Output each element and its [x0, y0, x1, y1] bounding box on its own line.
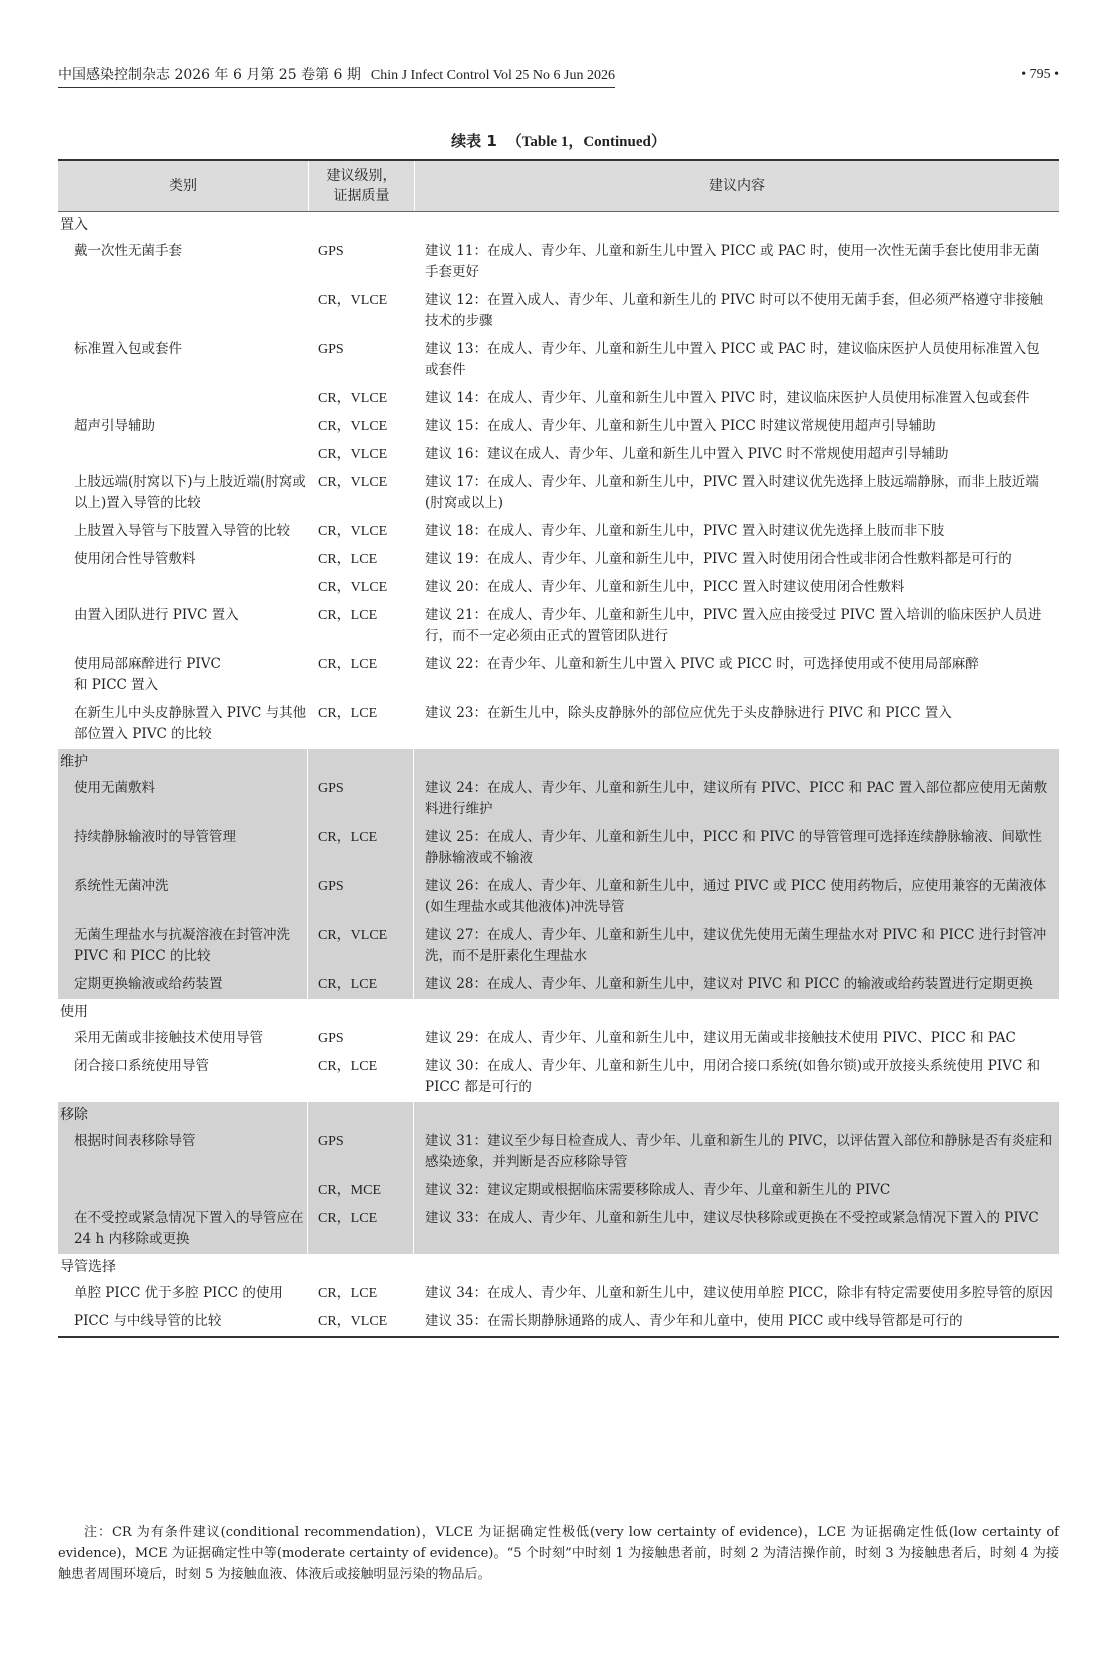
- level-cell: CR，LCE: [318, 830, 378, 845]
- category-cell: 单腔 PICC 优于多腔 PICC 的使用: [74, 1285, 283, 1301]
- level-cell: CR，MCE: [318, 1183, 382, 1198]
- category-cell: [58, 290, 308, 332]
- level-cell: CR，VLCE: [318, 524, 388, 539]
- category-cell: 定期更换输液或给药装置: [74, 976, 223, 992]
- level-cell: CR，LCE: [318, 552, 378, 567]
- journal-title-cn: 中国感染控制杂志 2026 年 6 月第 25 卷第 6 期: [58, 67, 361, 83]
- table-row: [58, 1025, 1059, 1053]
- category-cell: 使用闭合性导管敷料: [74, 551, 196, 567]
- category-cell: 在新生儿中头皮静脉置入 PIVC 与其他部位置入 PIVC 的比较: [74, 705, 307, 742]
- category-cell: 使用局部麻醉进行 PIVC 和 PICC 置入: [74, 656, 221, 693]
- category-cell: 无菌生理盐水与抗凝溶液在封管冲洗 PIVC 和 PICC 的比较: [74, 927, 290, 964]
- section-title: 导管选择: [60, 1259, 116, 1275]
- column-header-category: 类别: [169, 178, 197, 194]
- content-cell: 建议 19：在成人、青少年、儿童和新生儿中，PIVC 置入时使用闭合性或非闭合性敷料都是可行的: [425, 551, 1012, 567]
- category-cell: 系统性无菌冲洗: [74, 878, 169, 894]
- table-footnote: 注：CR 为有条件建议(conditional recommendation)，VLCE 为证据确定性极低(very low certainty of evidence)，LCE 为证据确定性低(low certainty of evidence)，MCE 为证据确定性中等(moderate certainty of evidence)。“5 个时刻”中时刻 1 为接触患者前，时刻 2 为清洁操作前，时刻 3 为接触患者后，时刻 4 为接触患者周围环境后，时刻 5 为接触血液、体液后或接触明显污染的物品后。: [58, 1525, 1059, 1582]
- table-row: [58, 1205, 1059, 1254]
- level-cell: GPS: [318, 1031, 344, 1046]
- content-cell: 建议 31：建议至少每日检查成人、青少年、儿童和新生儿的 PIVC，以评估置入部位和静脉是否有炎症和感染迹象，并判断是否应移除导管: [425, 1133, 1053, 1170]
- recommendation-table: [58, 159, 1059, 1338]
- level-cell: CR，VLCE: [318, 391, 388, 406]
- content-cell: 建议 15：在成人、青少年、儿童和新生儿中置入 PICC 时建议常规使用超声引导辅助: [425, 418, 936, 434]
- content-cell: 建议 30：在成人、青少年、儿童和新生儿中，用闭合接口系统(如鲁尔锁)或开放接头系统使用 PIVC 和 PICC 都是可行的: [425, 1058, 1041, 1095]
- content-cell: 建议 33：在成人、青少年、儿童和新生儿中，建议尽快移除或更换在不受控或紧急情况下置入的 PIVC: [425, 1210, 1039, 1226]
- category-cell: [58, 444, 308, 465]
- level-cell: CR，VLCE: [318, 928, 388, 943]
- content-cell: 建议 35：在需长期静脉通路的成人、青少年和儿童中，使用 PICC 或中线导管都是可行的: [425, 1313, 963, 1329]
- table-section: [58, 749, 1059, 999]
- table-row: [58, 1177, 1059, 1205]
- content-cell: 建议 16：建议在成人、青少年、儿童和新生儿中置入 PIVC 时不常规使用超声引导辅助: [425, 446, 949, 462]
- page-number: • 795 •: [1021, 67, 1059, 82]
- table-row: [58, 971, 1059, 999]
- level-cell: CR，LCE: [318, 977, 378, 992]
- table-row: [58, 336, 1059, 385]
- table-row: [58, 602, 1059, 651]
- content-cell: 建议 14：在成人、青少年、儿童和新生儿中置入 PIVC 时，建议临床医护人员使用标准置入包或套件: [425, 390, 1030, 406]
- table-section: [58, 212, 1059, 749]
- table-row: [58, 922, 1059, 971]
- table-row: [58, 441, 1059, 469]
- category-cell: 闭合接口系统使用导管: [74, 1058, 209, 1074]
- level-cell: GPS: [318, 879, 344, 894]
- level-cell: CR，VLCE: [318, 447, 388, 462]
- caption-en: （Table 1，Continued）: [506, 134, 666, 150]
- table-section: [58, 1102, 1059, 1254]
- level-cell: CR，LCE: [318, 1211, 378, 1226]
- category-cell: 标准置入包或套件: [74, 341, 182, 357]
- level-cell: CR，VLCE: [318, 1314, 388, 1329]
- content-cell: 建议 25：在成人、青少年、儿童和新生儿中，PICC 和 PIVC 的导管管理可选择连续静脉输液、间歇性静脉输液或不输液: [425, 829, 1042, 866]
- table-row: [58, 1308, 1059, 1336]
- category-cell: 持续静脉输液时的导管管理: [74, 829, 236, 845]
- table-body: [58, 212, 1059, 1336]
- category-cell: 上肢置入导管与下肢置入导管的比较: [74, 523, 290, 539]
- level-cell: CR，LCE: [318, 608, 378, 623]
- level-cell: CR，LCE: [318, 1059, 378, 1074]
- content-cell: 建议 24：在成人、青少年、儿童和新生儿中，建议所有 PIVC、PICC 和 PAC 置入部位都应使用无菌敷料进行维护: [425, 780, 1048, 817]
- column-header-level-text: 建议级别， 证据质量: [326, 168, 397, 204]
- table-row: [58, 238, 1059, 287]
- table-row: [58, 700, 1059, 749]
- table-row: [58, 546, 1059, 574]
- table-section: [58, 999, 1059, 1102]
- section-title: 使用: [60, 1004, 88, 1020]
- table-row: [58, 651, 1059, 700]
- content-cell: 建议 22：在青少年、儿童和新生儿中置入 PIVC 或 PICC 时，可选择使用或不使用局部麻醉: [425, 656, 979, 672]
- level-cell: GPS: [318, 1134, 344, 1149]
- column-header-level: [308, 161, 415, 211]
- journal-title-en: Chin J Infect Control Vol 25 No 6 Jun 2026: [370, 68, 615, 83]
- table-row: [58, 775, 1059, 824]
- journal-citation: [58, 66, 615, 88]
- content-cell: 建议 11：在成人、青少年、儿童和新生儿中置入 PICC 或 PAC 时，使用一次性无菌手套比使用非无菌手套更好: [425, 243, 1040, 280]
- content-cell: 建议 17：在成人、青少年、儿童和新生儿中，PIVC 置入时建议优先选择上肢远端静脉，而非上肢近端(肘窝或以上): [425, 474, 1039, 511]
- table-row: [58, 1128, 1059, 1177]
- content-cell: 建议 27：在成人、青少年、儿童和新生儿中，建议优先使用无菌生理盐水对 PIVC 和 PICC 进行封管冲洗，而不是肝素化生理盐水: [425, 927, 1047, 964]
- category-cell: PICC 与中线导管的比较: [74, 1313, 222, 1329]
- category-cell: [58, 388, 308, 409]
- level-cell: CR，VLCE: [318, 475, 388, 490]
- table-header-row: [58, 161, 1059, 212]
- table-row: [58, 574, 1059, 602]
- content-cell: 建议 26：在成人、青少年、儿童和新生儿中，通过 PIVC 或 PICC 使用药物后，应使用兼容的无菌液体(如生理盐水或其他液体)冲洗导管: [425, 878, 1047, 915]
- category-cell: 在不受控或紧急情况下置入的导管应在 24 h 内移除或更换: [74, 1210, 304, 1247]
- content-cell: 建议 18：在成人、青少年、儿童和新生儿中，PIVC 置入时建议优先选择上肢而非下肢: [425, 523, 945, 539]
- content-cell: 建议 34：在成人、青少年、儿童和新生儿中，建议使用单腔 PICC，除非有特定需要使用多腔导管的原因: [425, 1285, 1053, 1301]
- category-cell: 上肢远端(肘窝以下)与上肢近端(肘窝或以上)置入导管的比较: [74, 474, 306, 511]
- level-cell: GPS: [318, 342, 344, 357]
- content-cell: 建议 20：在成人、青少年、儿童和新生儿中，PICC 置入时建议使用闭合性敷料: [425, 579, 905, 595]
- section-title: 置入: [60, 217, 88, 233]
- category-cell: 采用无菌或非接触技术使用导管: [74, 1030, 263, 1046]
- content-cell: 建议 21：在成人、青少年、儿童和新生儿中，PIVC 置入应由接受过 PIVC 置入培训的临床医护人员进行，而不一定必须由正式的置管团队进行: [425, 607, 1042, 644]
- category-cell: 戴一次性无菌手套: [74, 243, 182, 259]
- category-cell: 根据时间表移除导管: [74, 1133, 196, 1149]
- table-row: [58, 873, 1059, 922]
- category-cell: 由置入团队进行 PIVC 置入: [74, 607, 239, 623]
- level-cell: GPS: [318, 781, 344, 796]
- level-cell: CR，VLCE: [318, 419, 388, 434]
- section-title: 移除: [60, 1107, 88, 1123]
- level-cell: CR，VLCE: [318, 293, 388, 308]
- table-row: [58, 469, 1059, 518]
- level-cell: CR，LCE: [318, 657, 378, 672]
- category-cell: 超声引导辅助: [74, 418, 155, 434]
- table-row: [58, 518, 1059, 546]
- table-row: [58, 413, 1059, 441]
- running-header: [58, 66, 1059, 88]
- table-caption: [0, 130, 1117, 151]
- content-cell: 建议 29：在成人、青少年、儿童和新生儿中，建议用无菌或非接触技术使用 PIVC、PICC 和 PAC: [425, 1030, 1016, 1046]
- caption-cn: 续表 1: [451, 132, 497, 150]
- category-cell: [58, 577, 308, 598]
- table-row: [58, 1053, 1059, 1102]
- category-cell: [58, 1180, 308, 1201]
- column-header-content: 建议内容: [709, 178, 765, 194]
- table-row: [58, 287, 1059, 336]
- level-cell: CR，LCE: [318, 1286, 378, 1301]
- content-cell: 建议 32：建议定期或根据临床需要移除成人、青少年、儿童和新生儿的 PIVC: [425, 1182, 891, 1198]
- level-cell: CR，VLCE: [318, 580, 388, 595]
- section-title: 维护: [60, 754, 88, 770]
- table-section: [58, 1254, 1059, 1336]
- table-row: [58, 824, 1059, 873]
- content-cell: 建议 23：在新生儿中，除头皮静脉外的部位应优先于头皮静脉进行 PIVC 和 PICC 置入: [425, 705, 952, 721]
- content-cell: 建议 12：在置入成人、青少年、儿童和新生儿的 PIVC 时可以不使用无菌手套，但必须严格遵守非接触技术的步骤: [425, 292, 1044, 329]
- level-cell: GPS: [318, 244, 344, 259]
- table-row: [58, 1280, 1059, 1308]
- level-cell: CR，LCE: [318, 706, 378, 721]
- table-row: [58, 385, 1059, 413]
- category-cell: 使用无菌敷料: [74, 780, 155, 796]
- content-cell: 建议 13：在成人、青少年、儿童和新生儿中置入 PICC 或 PAC 时，建议临床医护人员使用标准置入包或套件: [425, 341, 1040, 378]
- content-cell: 建议 28：在成人、青少年、儿童和新生儿中，建议对 PIVC 和 PICC 的输液或给药装置进行定期更换: [425, 976, 1033, 992]
